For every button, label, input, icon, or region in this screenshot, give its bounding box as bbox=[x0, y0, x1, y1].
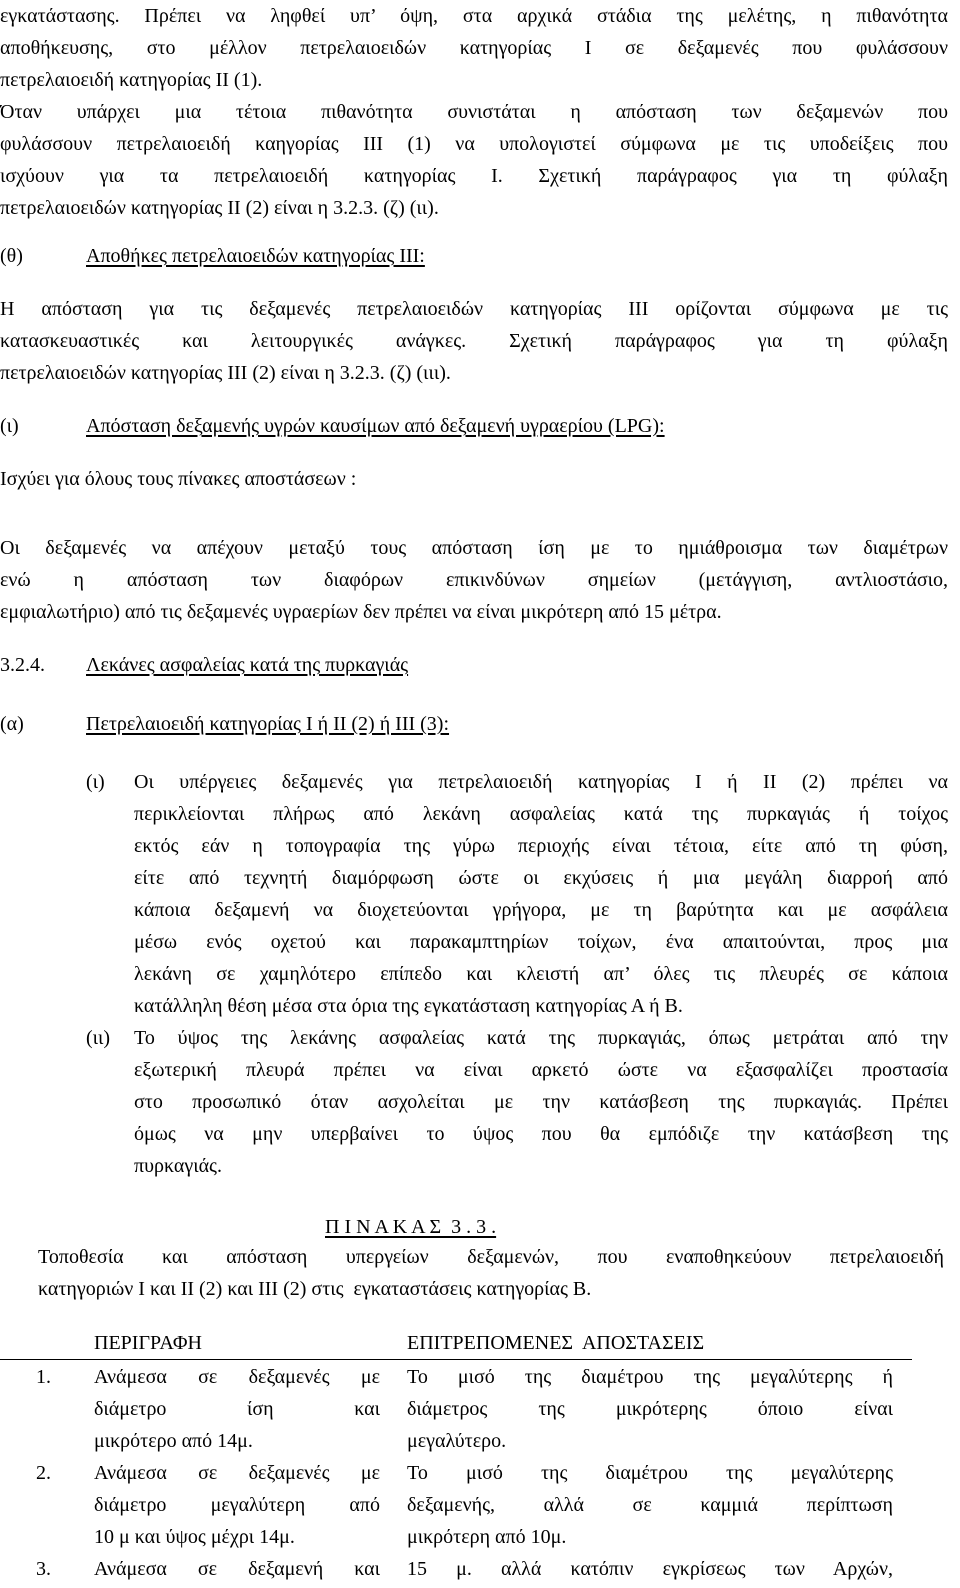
table-row-1-distance-3: μεγαλύτερο. bbox=[407, 1430, 507, 1452]
table-caption-line-1: Τοποθεσία και απόσταση υπεργείων δεξαμενών, που εναποθηκεύουν πετρελαιοειδή bbox=[38, 1246, 944, 1268]
cat3-line-2: φυλάσσουν πετρελαιοειδή καηγορίας ΙΙΙ (1) να υπολογιστεί σύμφωνα με τις υποδείξεις που bbox=[0, 133, 948, 155]
section-theta-heading: Αποθήκες πετρελαιοειδών κατηγορίας ΙΙΙ: bbox=[86, 245, 425, 267]
item-ii-line-5: πυρκαγιάς. bbox=[134, 1155, 222, 1177]
section-324-heading: Λεκάνες ασφαλείας κατά της πυρκαγιάς bbox=[86, 654, 409, 676]
theta-line-3: πετρελαιοειδών κατηγορίας ΙΙΙ (2) είναι η 3.2.3. (ζ) (ιιι). bbox=[0, 362, 451, 384]
table-row-1-description-1: Ανάμεσα σε δεξαμενές με bbox=[94, 1366, 380, 1388]
table-row-2-distance-2: δεξαμενής, αλλά σε καμμιά περίπτωση bbox=[407, 1494, 893, 1516]
table-row-3-description-1: Ανάμεσα σε δεξαμενή και bbox=[94, 1558, 380, 1580]
item-ii-marker: (ιι) bbox=[86, 1027, 111, 1049]
table-row-1-distance-1: Το μισό της διαμέτρου της μεγαλύτερης ή bbox=[407, 1366, 893, 1388]
table-row-1-description-2: διάμετρο ίση και bbox=[94, 1398, 380, 1420]
cat3-line-1: Όταν υπάρχει μια τέτοια πιθανότητα συνιστάται η απόσταση των δεξαμενών που bbox=[0, 101, 948, 123]
table-row-1-distance-2: διάμετρος της μικρότερης όποιο είναι bbox=[407, 1398, 893, 1420]
item-i-line-7: λεκάνη σε χαμηλότερο επίπεδο και κλειστή απ’ όλες τις πλευρές σε κάποια bbox=[134, 963, 948, 985]
table-row-2-distance-1: Το μισό της διαμέτρου της μεγαλύτερης bbox=[407, 1462, 893, 1484]
intro-line-3: πετρελαιοειδή κατηγορίας ΙΙ (1). bbox=[0, 69, 263, 91]
cat3-line-3: ισχύουν για τα πετρελαιοειδή κατηγορίας Ι. Σχετική παράγραφος για τη φύλαξη bbox=[0, 165, 948, 187]
item-i-line-2: περικλείονται πλήρως από λεκάνη ασφαλείας κατά της πυρκαγιάς ή τοίχος bbox=[134, 803, 948, 825]
theta-line-1: Η απόσταση για τις δεξαμενές πετρελαιοειδών κατηγορίας ΙΙΙ ορίζονται σύμφωνα με τις bbox=[0, 298, 948, 320]
table-row-2-description-2: διάμετρο μεγαλύτερη από bbox=[94, 1494, 380, 1516]
table-row-2-number: 2. bbox=[36, 1462, 51, 1484]
item-ii-line-4: όμως να μην υπερβαίνει το ύψος που θα εμπόδιζε την κατάσβεση της bbox=[134, 1123, 948, 1145]
table-row-3-distance-1: 15 μ. αλλά κατόπιν εγκρίσεως των Αρχών, bbox=[407, 1558, 893, 1580]
intro-line-1: εγκατάστασης. Πρέπει να ληφθεί υπ’ όψη, στα αρχικά στάδια της μελέτης, η πιθανότητα bbox=[0, 5, 948, 27]
table-caption-line-2: κατηγοριών Ι και ΙΙ (2) και ΙΙΙ (2) στις εγκαταστάσεις κατηγορίας Β. bbox=[38, 1278, 592, 1300]
item-ii-line-1: Το ύψος της λεκάνης ασφαλείας κατά της πυρκαγιάς, όπως μετράται από την bbox=[134, 1027, 948, 1049]
table-row-2-distance-3: μικρότερη από 10μ. bbox=[407, 1526, 567, 1548]
item-i-marker: (ι) bbox=[86, 771, 105, 793]
table-header-rule bbox=[0, 1359, 912, 1360]
section-324-number: 3.2.4. bbox=[0, 654, 45, 676]
item-i-line-1: Οι υπέργειες δεξαμενές για πετρελαιοειδή κατηγορίας Ι ή ΙΙ (2) πρέπει να bbox=[134, 771, 948, 793]
theta-line-2: κατασκευαστικές και λειτουργικές ανάγκες. Σχετική παράγραφος για τη φύλαξη bbox=[0, 330, 948, 352]
table-row-3-number: 3. bbox=[36, 1558, 51, 1580]
cat3-line-4: πετρελαιοειδών κατηγορίας ΙΙ (2) είναι η 3.2.3. (ζ) (ιι). bbox=[0, 197, 439, 219]
sub-a-heading: Πετρελαιοειδή κατηγορίας Ι ή ΙΙ (2) ή ΙΙΙ (3): bbox=[86, 713, 450, 735]
iota-line-1: Οι δεξαμενές να απέχουν μεταξύ τους απόσταση ίση με το ημιάθροισμα των διαμέτρων bbox=[0, 537, 948, 559]
item-ii-line-2: εξωτερική πλευρά πρέπει να είναι αρκετό ώστε να εξασφαλίζει προστασία bbox=[134, 1059, 948, 1081]
table-header-distances: ΕΠΙΤΡΕΠΟΜΕΝΕΣ ΑΠΟΣΤΑΣΕΙΣ bbox=[407, 1332, 705, 1354]
item-i-line-6: μέσω ενός οχετού και παρακαμπτηρίων τοίχων, ένα απαιτούνται, προς μια bbox=[134, 931, 948, 953]
item-i-line-3: εκτός εάν η τοπογραφία της γύρω περιοχής είναι τέτοια, είτε από τη φύση, bbox=[134, 835, 948, 857]
item-i-line-8: κατάλληλη θέση μέσα στα όρια της εγκατάσταση κατηγορίας Α ή Β. bbox=[134, 995, 683, 1017]
intro-line-2: αποθήκευσης, στο μέλλον πετρελαιοειδών κατηγορίας Ι σε δεξαμενές που φυλάσσουν bbox=[0, 37, 948, 59]
section-iota-heading: Απόσταση δεξαμενής υγρών καυσίμων από δεξαμενή υγραερίου (LPG): bbox=[86, 415, 665, 437]
iota-applies-line: Ισχύει για όλους τους πίνακες αποστάσεων : bbox=[0, 468, 357, 490]
item-ii-line-3: στο προσωπικό όταν ασχολείται με την κατάσβεση της πυρκαγιάς. Πρέπει bbox=[134, 1091, 948, 1113]
table-title: Π Ι Ν Α Κ Α Σ 3 . 3 . bbox=[325, 1216, 497, 1238]
table-header-description: ΠΕΡΙΓΡΑΦΗ bbox=[94, 1332, 202, 1354]
sub-a-marker: (α) bbox=[0, 713, 24, 735]
table-row-1-description-3: μικρότερο από 14μ. bbox=[94, 1430, 253, 1452]
iota-line-3: εμφιαλωτήριο) από τις δεξαμενές υγραερίων δεν πρέπει να είναι μικρότερη από 15 μέτρα. bbox=[0, 601, 722, 623]
item-i-line-5: κάποια δεξαμενή να διοχετεύονται γρήγορα, με τη βαρύτητα και με ασφάλεια bbox=[134, 899, 948, 921]
section-iota-marker: (ι) bbox=[0, 415, 19, 437]
section-theta-marker: (θ) bbox=[0, 245, 23, 267]
iota-line-2: ενώ η απόσταση των διαφόρων επικινδύνων σημείων (μετάγγιση, αντλιοστάσιο, bbox=[0, 569, 948, 591]
table-row-1-number: 1. bbox=[36, 1366, 51, 1388]
item-i-line-4: είτε από τεχνητή διαμόρφωση ώστε οι εκχύσεις ή μια μεγάλη διαρροή από bbox=[134, 867, 948, 889]
table-row-2-description-1: Ανάμεσα σε δεξαμενές με bbox=[94, 1462, 380, 1484]
table-row-2-description-3: 10 μ και ύψος μέχρι 14μ. bbox=[94, 1526, 295, 1548]
